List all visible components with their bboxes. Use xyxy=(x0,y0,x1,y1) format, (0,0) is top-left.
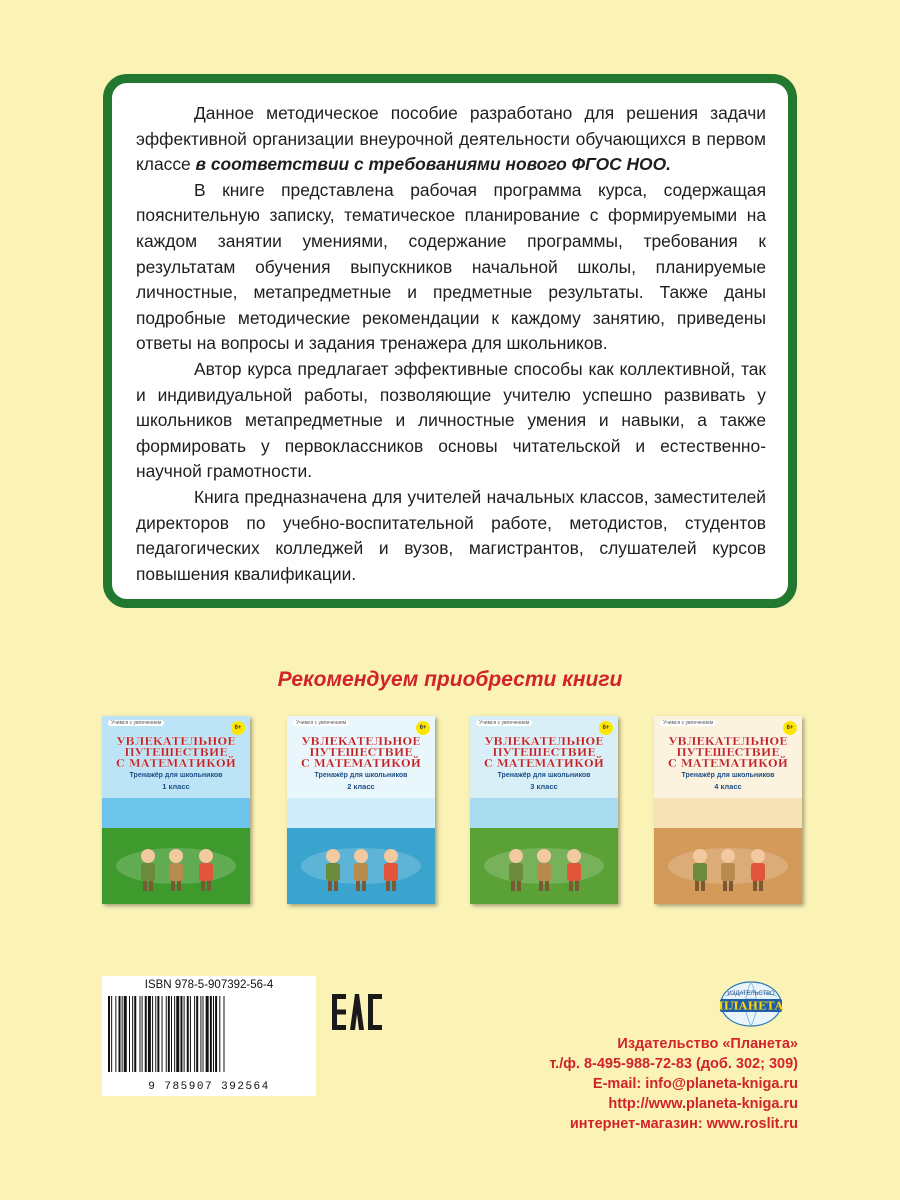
age-badge: 6+ xyxy=(231,721,245,735)
book-title: УВЛЕКАТЕЛЬНОЕ ПУТЕШЕСТВИЕ С МАТЕМАТИКОЙ xyxy=(301,735,421,770)
description-paragraph-3: Автор курса предлагает эффективные способы как коллективной, так и индивидуальной работы, позволяющие учителю успешно развивать у школьников метапредметные и личностные умения и навыки, а также формировать у первоклассников основы читательской и естественно-научной грамотности. xyxy=(136,358,766,482)
barcode-number: 9 785907 392564 xyxy=(148,1081,270,1093)
book-grade: 3 класс xyxy=(530,782,558,791)
publisher-contacts xyxy=(549,1034,798,1134)
svg-text:ИЗДАТЕЛЬСТВО: ИЗДАТЕЛЬСТВО xyxy=(727,991,775,997)
book-grade: 4 класс xyxy=(714,782,742,791)
book-title: УВЛЕКАТЕЛЬНОЕ ПУТЕШЕСТВИЕ С МАТЕМАТИКОЙ xyxy=(668,735,788,770)
description-paragraph-4: Книга предназначена для учителей начальных классов, заместителей директоров по учебно-воспитательной работе, методистов, студентов педагогических колледжей и вузов, магистрантов, слушателей курсов повышения квалификации. xyxy=(136,486,766,584)
svg-text:ПЛАНЕТА: ПЛАНЕТА xyxy=(718,999,784,1013)
series-badge: Учимся с увлечением xyxy=(108,720,164,726)
age-badge: 6+ xyxy=(599,721,613,735)
fgos-emphasis: в соответствии с требованиями нового ФГОС НОО. xyxy=(195,154,671,175)
book-grade: 1 класс xyxy=(162,782,190,791)
planeta-logo-icon xyxy=(714,980,788,1032)
barcode-icon xyxy=(108,996,310,1076)
book-subtitle: Тренажёр для школьников xyxy=(681,772,775,779)
book-cover-grade-4[interactable] xyxy=(654,716,802,904)
publisher-email[interactable]: E-mail: info@planeta-kniga.ru xyxy=(592,1076,798,1092)
book-grade: 2 класс xyxy=(347,782,375,791)
book-subtitle: Тренажёр для школьников xyxy=(129,772,223,779)
book-cover-grade-3[interactable] xyxy=(470,716,618,904)
barcode-box xyxy=(102,976,316,1096)
recommend-heading: Рекомендуем приобрести книги xyxy=(277,668,623,691)
age-badge: 6+ xyxy=(416,721,430,735)
book-cover-grade-1[interactable] xyxy=(102,716,250,904)
publisher-name: Издательство «Планета» xyxy=(617,1036,798,1052)
series-badge: Учимся с увлечением xyxy=(476,720,532,726)
book-cover-grade-2[interactable] xyxy=(287,716,435,904)
book-subtitle: Тренажёр для школьников xyxy=(314,772,408,779)
publisher-site[interactable]: http://www.planeta-kniga.ru xyxy=(608,1096,798,1112)
book-title: УВЛЕКАТЕЛЬНОЕ ПУТЕШЕСТВИЕ С МАТЕМАТИКОЙ xyxy=(116,735,236,770)
series-badge: Учимся с увлечением xyxy=(293,720,349,726)
publisher-shop[interactable]: интернет-магазин: www.roslit.ru xyxy=(569,1116,798,1132)
description-paragraph-1: Данное методическое пособие разработано для решения задачи эффективной организации внеурочной деятельности обучающихся в первом классе в соответствии с требованиями нового ФГОС НОО. xyxy=(136,103,766,175)
description-paragraph-2: В книге представлена рабочая программа курса, содержащая пояснительную записку, тематическое планирование с формируемыми на каждом занятии умениями, содержание программы, требования к результатам обучения выпускников начальной школы, планируемые личностные, метапредметные и предметные результаты. Также даны подробные методические рекомендации к каждому занятию, приведены ответы на вопросы и задания тренажера для школьников. xyxy=(136,179,766,354)
book-title: УВЛЕКАТЕЛЬНОЕ ПУТЕШЕСТВИЕ С МАТЕМАТИКОЙ xyxy=(484,735,604,770)
publisher-phone: т./ф. 8-495-988-72-83 (доб. 302; 309) xyxy=(549,1056,798,1072)
description-text xyxy=(136,101,766,587)
eac-mark-icon xyxy=(332,994,382,1030)
isbn-text: ISBN 978-5-907392-56-4 xyxy=(144,979,274,991)
age-badge: 6+ xyxy=(783,721,797,735)
description-box xyxy=(103,74,797,608)
book-subtitle: Тренажёр для школьников xyxy=(497,772,591,779)
series-badge: Учимся с увлечением xyxy=(660,720,716,726)
